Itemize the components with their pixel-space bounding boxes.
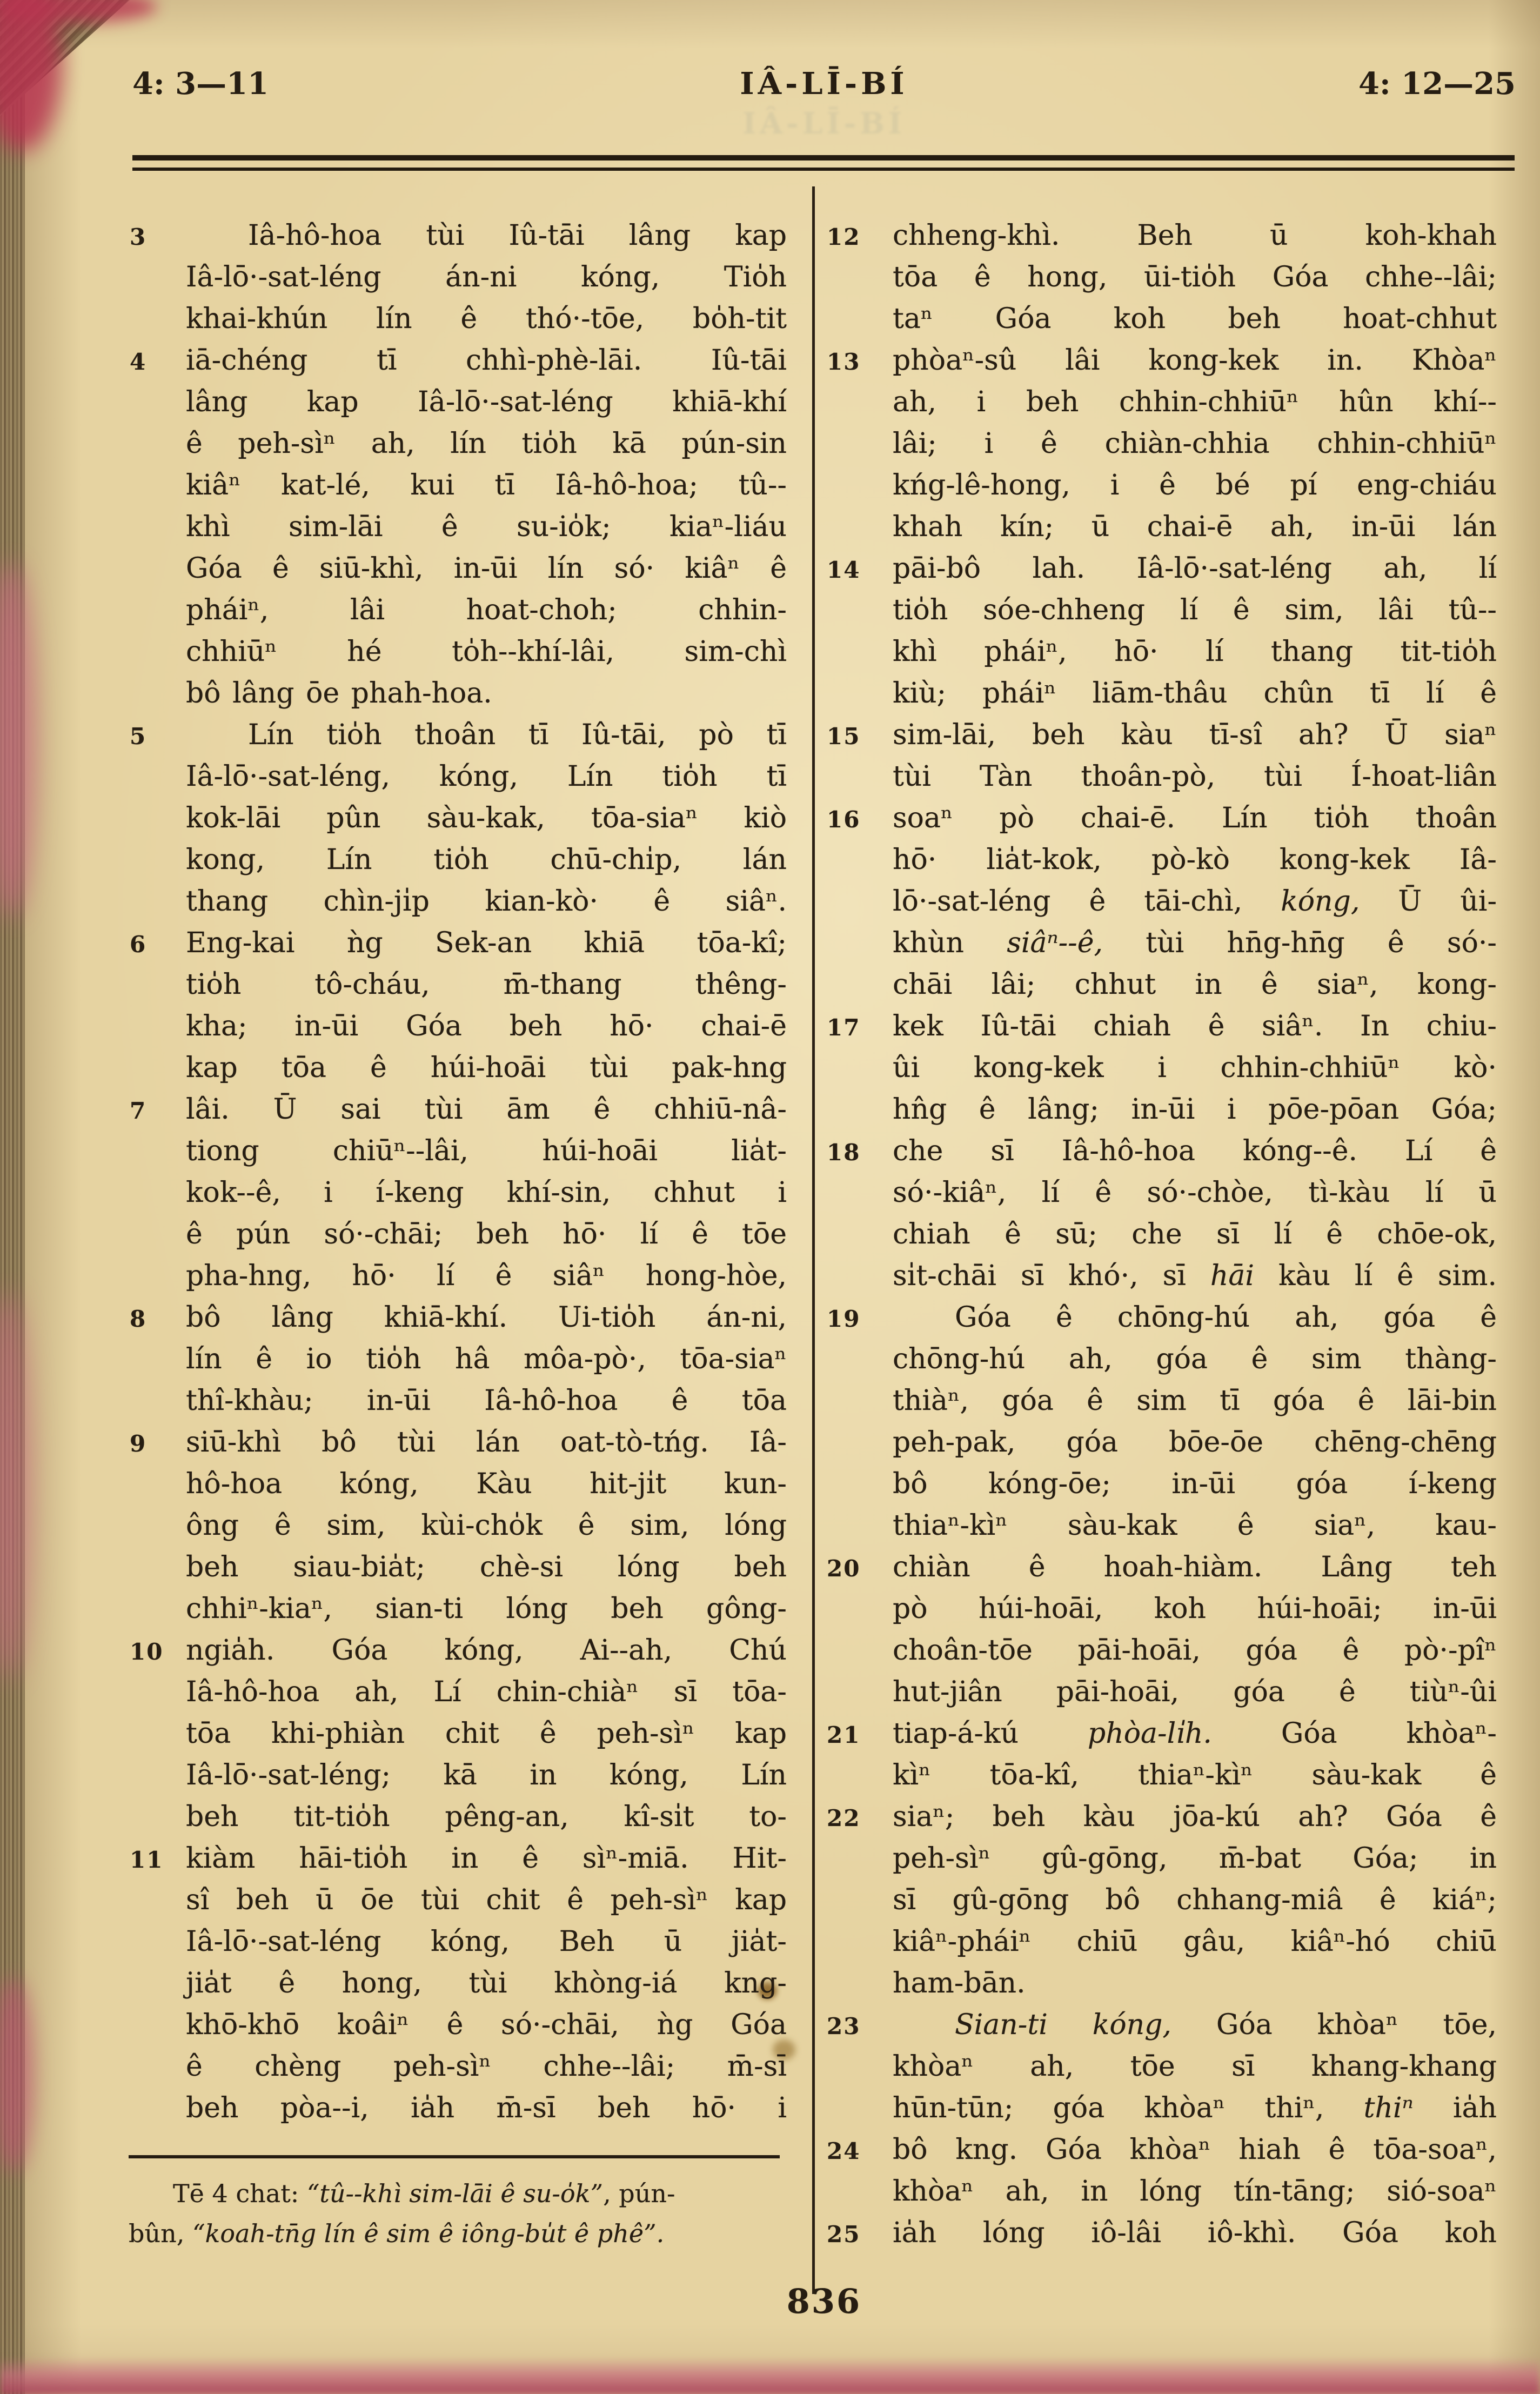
text-line: Iâ-lō·-sat-léng kóng, Beh ū jia̍t-	[186, 1925, 787, 1958]
text-line: ûi kong-kek i chhin-chhiūⁿ kò·	[893, 1052, 1497, 1084]
verse-number: 20	[827, 1555, 861, 1582]
verse-number: 9	[130, 1430, 147, 1457]
text-line: ê peh-sìⁿ ah, lín tio̍h kā pún-sin	[186, 427, 787, 460]
text-line: tōa ê hong, ūi-tio̍h Góa chhe--lâi;	[893, 261, 1497, 293]
text-line: kha; in-ūi Góa beh hō· chai-ē	[186, 1010, 787, 1042]
header-verse-range-right: 4: 12—25	[1358, 66, 1516, 102]
red-edge-dye-stain	[0, 1978, 34, 2172]
verse-number: 18	[827, 1139, 861, 1166]
red-edge-dye-stain	[0, 1292, 31, 1681]
verse-number: 11	[130, 1847, 164, 1873]
text-line: 19 Góa ê chōng-hú ah, góa ê	[893, 1297, 1497, 1339]
text-line: 5 Lín tio̍h thoân tī Iû-tāi, pò tī	[186, 714, 787, 756]
text-line: 10 ngia̍h. Góa kóng, Ai--ah, Chú	[186, 1630, 787, 1671]
text-line: ông ê sim, kùi-cho̍k ê sim, lóng	[186, 1509, 787, 1542]
text-line: 23 Sian-ti kóng, Góa khòaⁿ tōe,	[893, 2004, 1497, 2046]
text-line: pha-hng, hō· lí ê siâⁿ hong-hòe,	[186, 1260, 787, 1292]
verse-number: 17	[827, 1014, 861, 1041]
text-line: ham-bān.	[893, 1967, 1026, 2000]
verse-number: 13	[827, 349, 861, 375]
text-line: kńg-lê-hong, i ê bé pí eng-chiáu	[893, 469, 1497, 501]
text-line: ah, i beh chhin-chhiūⁿ hûn khí--	[893, 386, 1497, 418]
text-line: peh-pak, góa bōe-ōe chēng-chēng	[893, 1426, 1497, 1459]
verse-number: 14	[827, 557, 861, 583]
text-line: pò húi-hoāi, koh húi-hoāi; in-ūi	[893, 1593, 1497, 1625]
text-line: kong, Lín tio̍h chū-chi̍p, lán	[186, 844, 787, 876]
text-line: khì pháiⁿ, hō· lí thang tit-tio̍h	[893, 636, 1497, 668]
text-line: chōng-hú ah, góa ê sim thàng-	[893, 1343, 1497, 1375]
text-line: 16 soaⁿ pò chai-ē. Lín tio̍h thoân	[893, 798, 1497, 839]
text-line: beh pòa--i, ia̍h m̄-sī beh hō· i	[186, 2092, 787, 2124]
text-line: Iâ-hô-hoa ah, Lí chin-chiàⁿ sī tōa-	[186, 1676, 787, 1708]
text-line: pháiⁿ, lâi hoat-choh; chhin-	[186, 594, 787, 626]
text-line: Góa ê siū-khì, in-ūi lín só· kiâⁿ ê	[186, 552, 787, 585]
red-edge-dye-stain	[0, 562, 36, 919]
verse-number: 24	[827, 2138, 861, 2164]
text-line: hut-jiân pāi-hoāi, góa ê tiùⁿ-ûi	[893, 1676, 1497, 1708]
text-line: tōa khi-phiàn chit ê peh-sìⁿ kap	[186, 1717, 787, 1750]
page-number: 836	[786, 2282, 862, 2321]
text-line: beh tit-tio̍h pêng-an, kî-si̍t to-	[186, 1801, 787, 1833]
text-line: kiâⁿ kat-lé, kui tī Iâ-hô-hoa; tû--	[186, 469, 787, 501]
verse-number: 10	[130, 1639, 164, 1665]
text-line: 22 siaⁿ; beh kàu jōa-kú ah? Góa ê	[893, 1796, 1497, 1838]
text-line: 17 kek Iû-tāi chiah ê siâⁿ. In chiu-	[893, 1006, 1497, 1047]
text-line: 6 Eng-kai ǹg Sek-an khiā tōa-kî;	[186, 922, 787, 964]
text-line: khah kín; ū chai-ē ah, in-ūi lán	[893, 511, 1497, 543]
text-line: 21 tiap-á-kú phòa-li̍h. Góa khòaⁿ-	[893, 1713, 1497, 1755]
text-line: beh siau-bia̍t; chè-si lóng beh	[186, 1551, 787, 1583]
text-line: 12 chheng-khì. Beh ū koh-khah	[893, 215, 1497, 257]
text-line: kiâⁿ-pháiⁿ chiū gâu, kiâⁿ-hó chiū	[893, 1925, 1497, 1958]
text-line: lâng kap Iâ-lō·-sat-léng khiā-khí	[186, 386, 787, 418]
text-line: 24 bô kng. Góa khòaⁿ hiah ê tōa-soaⁿ,	[893, 2129, 1497, 2171]
text-line: lâi; i ê chiàn-chhia chhin-chhiūⁿ	[893, 427, 1497, 460]
text-line: chāi lâi; chhut in ê siaⁿ, kong-	[893, 968, 1497, 1001]
running-header	[132, 66, 1516, 104]
text-line: chhiⁿ-kiaⁿ, sian-ti lóng beh gông-	[186, 1593, 787, 1625]
verse-number: 21	[827, 1722, 861, 1748]
left-text-column	[130, 215, 787, 2129]
text-line: 14 pāi-bô lah. Iâ-lō·-sat-léng ah, lí	[893, 548, 1497, 590]
text-line: lō·-sat-léng ê tāi-chì, kóng, Ū ûi-	[893, 885, 1497, 918]
text-line: 15 sim-lāi, beh kàu tī-sî ah? Ū siaⁿ	[893, 714, 1497, 756]
text-line: Iâ-lō·-sat-léng, kóng, Lín tio̍h tī	[186, 760, 787, 793]
column-divider-rule	[812, 186, 815, 2294]
text-line: si̍t-chāi sī khó·, sī hāi kàu lí ê sim.	[893, 1260, 1497, 1292]
text-line: taⁿ Góa koh beh hoat-chhut	[893, 303, 1497, 335]
text-line: Iâ-lō·-sat-léng án-ni kóng, Tio̍h	[186, 261, 787, 293]
text-line: kap tōa ê húi-hoāi tùi pak-hng	[186, 1052, 787, 1084]
text-line: kiù; pháiⁿ liām-thâu chûn tī lí ê	[893, 677, 1497, 710]
text-line: 3 Iâ-hô-hoa tùi Iû-tāi lâng kap	[186, 215, 787, 257]
verse-number: 22	[827, 1805, 861, 1831]
text-line: hō· lia̍t-kok, pò-kò kong-kek Iâ-	[893, 844, 1497, 876]
text-line: 25 ia̍h lóng iô-lâi iô-khì. Góa koh	[893, 2212, 1497, 2254]
text-line: 13 phòaⁿ-sû lâi kong-kek in. Khòaⁿ	[893, 340, 1497, 382]
footnote-separator-rule	[129, 2155, 780, 2158]
text-line: thiàⁿ, góa ê sim tī góa ê lāi-bin	[893, 1385, 1497, 1417]
header-double-rule	[132, 155, 1515, 171]
red-bottom-edge-dye	[0, 2357, 1540, 2394]
text-line: 11 kiàm hāi-tio̍h in ê sìⁿ-miā. Hit-	[186, 1838, 787, 1880]
text-line: tiong chiūⁿ--lâi, húi-hoāi lia̍t-	[186, 1135, 787, 1167]
text-line: bô lâng ōe phah-hoa.	[186, 677, 492, 710]
text-line: tio̍h tô-cháu, m̄-thang thêng-	[186, 968, 787, 1001]
verse-number: 6	[130, 931, 147, 958]
header-book-title: IÂ-LĪ-BÍ	[740, 66, 908, 102]
verse-number: 3	[130, 224, 147, 250]
red-edge-dye-stain	[0, 0, 62, 151]
text-line: ê pún só·-chāi; beh hō· lí ê tōe	[186, 1218, 787, 1251]
text-line: khō-khō koâiⁿ ê só·-chāi, ǹg Góa	[186, 2009, 787, 2041]
text-line: thiaⁿ-kìⁿ sàu-kak ê siaⁿ, kau-	[893, 1509, 1497, 1542]
text-line: bûn, “koah-tn̄g lín ê sim ê iông-bu̍t ê phê”.	[129, 2219, 665, 2248]
text-line: khì sim-lāi ê su-io̍k; kiaⁿ-liáu	[186, 511, 787, 543]
footnote	[129, 2174, 820, 2253]
text-line: kok-lāi pûn sàu-kak, tōa-siaⁿ kiò	[186, 802, 787, 834]
verse-number: 25	[827, 2221, 861, 2248]
header-verse-range-left: 4: 3—11	[132, 66, 269, 102]
text-line: kok--ê, i í-keng khí-sin, chhut i	[186, 1176, 787, 1209]
text-line: só·-kiâⁿ, lí ê só·-chòe, tì-kàu lí ū	[893, 1176, 1497, 1209]
text-line: hūn-tūn; góa khòaⁿ thiⁿ, thiⁿ ia̍h	[893, 2092, 1497, 2124]
text-line: 4 iā-chéng tī chhì-phè-lāi. Iû-tāi	[186, 340, 787, 382]
text-line: 9 siū-khì bô tùi lán oat-tò-tńg. Iâ-	[186, 1422, 787, 1463]
verse-number: 23	[827, 2013, 861, 2039]
text-line: thang chìn-ji̍p kian-kò· ê siâⁿ.	[186, 885, 787, 918]
text-line: ê chèng peh-sìⁿ chhe--lâi; m̄-sī	[186, 2050, 787, 2083]
text-line: sī gû-gōng bô chhang-miâ ê kiáⁿ;	[893, 1884, 1497, 1916]
text-line: Iâ-lō·-sat-léng; kā in kóng, Lín	[186, 1759, 787, 1791]
text-line: kìⁿ tōa-kî, thiaⁿ-kìⁿ sàu-kak ê	[893, 1759, 1497, 1791]
verse-number: 8	[130, 1306, 147, 1332]
right-text-column	[827, 215, 1497, 2254]
verse-number: 5	[130, 723, 147, 750]
text-line: tùi Tàn thoân-pò, tùi Í-hoat-liân	[893, 760, 1497, 793]
text-line: sî beh ū ōe tùi chit ê peh-sìⁿ kap	[186, 1884, 787, 1916]
text-line: 20 chiàn ê hoah-hiàm. Lâng teh	[893, 1547, 1497, 1588]
text-line: khai-khún lín ê thó·-tōe, bo̍h-tit	[186, 303, 787, 335]
verse-number: 7	[130, 1098, 147, 1124]
verse-number: 12	[827, 224, 861, 250]
text-line: peh-sìⁿ gû-gōng, m̄-bat Góa; in	[893, 1842, 1497, 1875]
text-line: 8 bô lâng khiā-khí. Ui-tio̍h án-ni,	[186, 1297, 787, 1339]
text-line: chiah ê sū; che sī lí ê chōe-ok,	[893, 1218, 1497, 1251]
text-line: hn̂g ê lâng; in-ūi i pōe-pōan Góa;	[893, 1093, 1497, 1126]
text-line: choân-tōe pāi-hoāi, góa ê pò·-pîⁿ	[893, 1634, 1497, 1667]
text-line: khòaⁿ ah, in lóng tín-tāng; sió-soaⁿ	[893, 2175, 1497, 2208]
text-line: khùn siâⁿ--ê, tùi hn̄g-hn̄g ê só·-	[893, 927, 1497, 959]
verse-number: 15	[827, 723, 861, 750]
text-line: jia̍t ê hong, tùi khòng-iá kng-	[186, 1967, 787, 2000]
text-line: Tē 4 chat: “tû--khì sim-lāi ê su-o̍k”, pún-	[173, 2179, 675, 2208]
verse-number: 16	[827, 806, 861, 833]
text-line: chhiūⁿ hé to̍h--khí-lâi, sim-chì	[186, 636, 787, 668]
text-line: hô-hoa kóng, Kàu hit-ji̍t kun-	[186, 1468, 787, 1500]
text-line: bô kóng-ōe; in-ūi góa í-keng	[893, 1468, 1497, 1500]
text-line: lín ê io tio̍h hâ môa-pò·, tōa-siaⁿ	[186, 1343, 787, 1375]
text-line: khòaⁿ ah, tōe sī khang-khang	[893, 2050, 1497, 2083]
print-through-ghost-text: IÂ-LĪ-BÍ	[742, 106, 906, 141]
verse-number: 19	[827, 1306, 861, 1332]
verse-number: 4	[130, 349, 147, 375]
text-line: 18 che sī Iâ-hô-hoa kóng--ê. Lí ê	[893, 1131, 1497, 1172]
text-line: tio̍h sóe-chheng lí ê sim, lâi tû--	[893, 594, 1497, 626]
text-line: 7 lâi. Ū sai tùi ām ê chhiū-nâ-	[186, 1089, 787, 1131]
text-line: thî-khàu; in-ūi Iâ-hô-hoa ê tōa	[186, 1385, 787, 1417]
